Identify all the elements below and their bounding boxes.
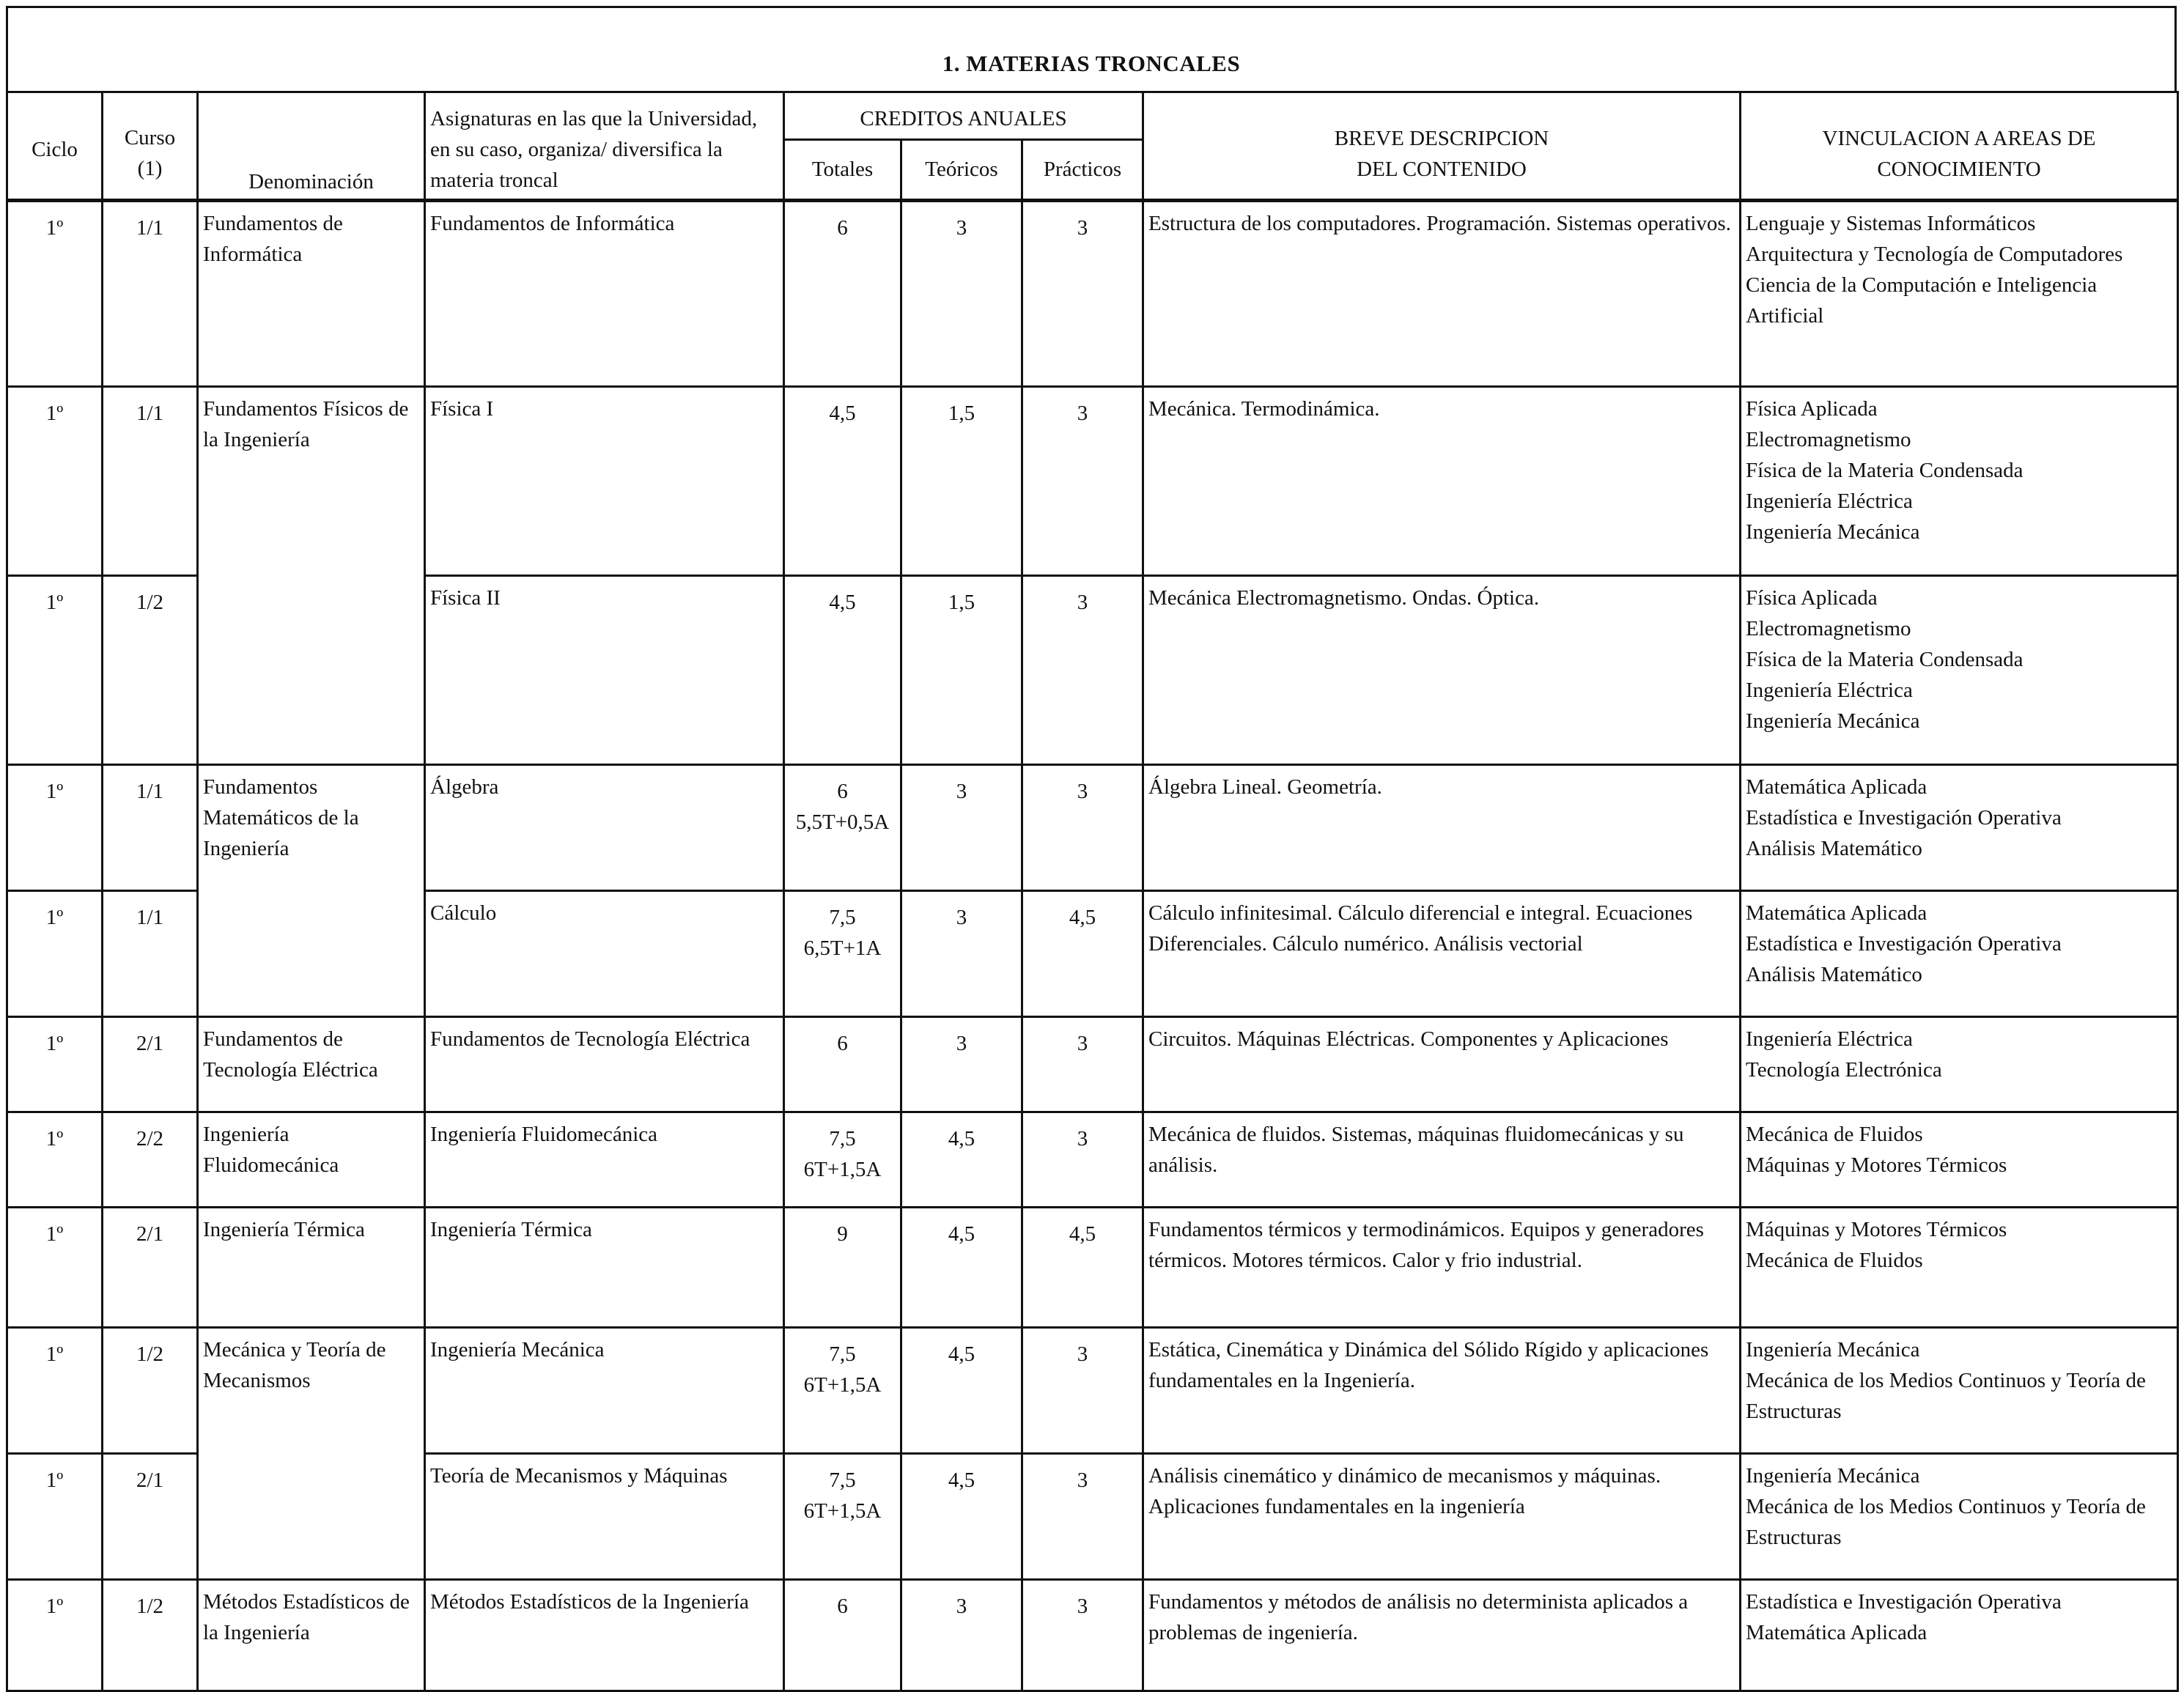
cell-teoricos: 4,5 — [901, 1112, 1022, 1208]
cell-curso: 1/1 — [103, 201, 198, 387]
cell-totales — [784, 1208, 901, 1328]
header-descripcion — [1143, 92, 1741, 201]
cell-teoricos: 3 — [901, 201, 1022, 387]
cell-curso: 1/2 — [103, 1328, 198, 1454]
area-item: Ingeniería Mecánica — [1746, 520, 1920, 544]
area-item: Matemática Aplicada — [1746, 1621, 1927, 1644]
totales-value: 7,5 — [829, 906, 856, 929]
cell-totales — [784, 1580, 901, 1691]
area-item: Máquinas y Motores Térmicos — [1746, 1218, 2007, 1241]
cell-practicos: 3 — [1022, 1328, 1143, 1454]
cell-descripcion: Circuitos. Máquinas Eléctricas. Componentes y Aplicaciones — [1143, 1017, 1741, 1112]
totales-detail: 6,5T+1A — [803, 936, 882, 960]
cell-descripcion: Fundamentos térmicos y termodinámicos. Equipos y generadores térmicos. Motores térmicos. Calor y frio industrial. — [1143, 1208, 1741, 1328]
area-item: Física Aplicada — [1746, 397, 1878, 421]
cell-teoricos: 3 — [901, 1580, 1022, 1691]
table-row — [7, 1017, 2178, 1112]
cell-practicos: 3 — [1022, 1580, 1143, 1691]
totales-value: 7,5 — [829, 1469, 856, 1492]
table-row — [7, 201, 2178, 387]
cell-practicos: 3 — [1022, 1017, 1143, 1112]
cell-ciclo: 1º — [7, 891, 103, 1017]
header-ciclo: Ciclo — [7, 92, 103, 201]
area-item: Estadística e Investigación Operativa — [1746, 932, 2062, 956]
cell-totales — [784, 1017, 901, 1112]
cell-denominacion: Ingeniería Térmica — [198, 1208, 425, 1328]
table-row — [7, 1208, 2178, 1328]
area-item: Electromagnetismo — [1746, 428, 1911, 451]
cell-teoricos: 1,5 — [901, 576, 1022, 765]
header-teoricos: Teóricos — [901, 139, 1022, 200]
cell-asignatura: Teoría de Mecanismos y Máquinas — [425, 1454, 784, 1580]
cell-totales — [784, 1328, 901, 1454]
table-row — [7, 387, 2178, 576]
header-curso-note: (1) — [137, 157, 163, 180]
cell-curso: 1/1 — [103, 765, 198, 891]
cell-asignatura: Ingeniería Mecánica — [425, 1328, 784, 1454]
cell-totales — [784, 201, 901, 387]
cell-teoricos: 1,5 — [901, 387, 1022, 576]
cell-teoricos: 3 — [901, 891, 1022, 1017]
area-item: Ingeniería Eléctrica — [1746, 679, 1913, 702]
totales-detail: 6T+1,5A — [803, 1373, 882, 1397]
cell-areas — [1741, 1208, 2178, 1328]
area-item: Matemática Aplicada — [1746, 901, 1927, 925]
cell-totales — [784, 765, 901, 891]
cell-ciclo: 1º — [7, 576, 103, 765]
totales-detail: 5,5T+0,5A — [795, 810, 890, 834]
cell-practicos: 4,5 — [1022, 1208, 1143, 1328]
cell-areas — [1741, 1454, 2178, 1580]
area-item: Ingeniería Mecánica — [1746, 1338, 1920, 1362]
cell-asignatura: Física II — [425, 576, 784, 765]
cell-descripcion: Fundamentos y métodos de análisis no determinista aplicados a problemas de ingeniería. — [1143, 1580, 1741, 1691]
area-item: Análisis Matemático — [1746, 963, 1922, 986]
cell-denominacion: Fundamentos de Informática — [198, 201, 425, 387]
table-row — [7, 1328, 2178, 1454]
cell-totales — [784, 891, 901, 1017]
header-curso — [103, 92, 198, 201]
cell-teoricos: 3 — [901, 1017, 1022, 1112]
cell-curso: 1/2 — [103, 576, 198, 765]
header-asignaturas: Asignaturas en las que la Universidad, en su caso, organiza/ diversifica la materia troncal — [425, 92, 784, 201]
totales-detail: 6T+1,5A — [803, 1499, 882, 1523]
cell-areas — [1741, 201, 2178, 387]
cell-practicos: 4,5 — [1022, 891, 1143, 1017]
cell-ciclo: 1º — [7, 387, 103, 576]
cell-ciclo: 1º — [7, 1580, 103, 1691]
cell-practicos: 3 — [1022, 201, 1143, 387]
cell-curso: 1/1 — [103, 387, 198, 576]
area-item: Análisis Matemático — [1746, 837, 1922, 860]
cell-curso: 2/2 — [103, 1112, 198, 1208]
cell-areas — [1741, 891, 2178, 1017]
cell-curso: 1/1 — [103, 891, 198, 1017]
cell-ciclo: 1º — [7, 1208, 103, 1328]
cell-teoricos: 4,5 — [901, 1454, 1022, 1580]
cell-totales — [784, 1112, 901, 1208]
cell-curso: 2/1 — [103, 1208, 198, 1328]
cell-denominacion: Métodos Estadísticos de la Ingeniería — [198, 1580, 425, 1691]
materias-table — [6, 91, 2179, 1692]
totales-value: 4,5 — [829, 591, 856, 614]
header-descripcion-line1: BREVE DESCRIPCION — [1334, 127, 1549, 150]
cell-practicos: 3 — [1022, 576, 1143, 765]
cell-denominacion: Fundamentos Físicos de la Ingeniería — [198, 387, 425, 765]
header-creditos: CREDITOS ANUALES — [784, 92, 1143, 140]
table-row — [7, 1112, 2178, 1208]
cell-teoricos: 4,5 — [901, 1328, 1022, 1454]
cell-practicos: 3 — [1022, 765, 1143, 891]
cell-asignatura: Ingeniería Fluidomecánica — [425, 1112, 784, 1208]
cell-asignatura: Cálculo — [425, 891, 784, 1017]
table-row — [7, 1580, 2178, 1691]
cell-curso: 2/1 — [103, 1017, 198, 1112]
area-item: Arquitectura y Tecnología de Computadores — [1746, 243, 2123, 266]
cell-asignatura: Álgebra — [425, 765, 784, 891]
area-item: Estadística e Investigación Operativa — [1746, 806, 2062, 830]
cell-practicos: 3 — [1022, 1454, 1143, 1580]
totales-detail: 6T+1,5A — [803, 1158, 882, 1181]
area-item: Mecánica de Fluidos — [1746, 1249, 1923, 1272]
cell-teoricos: 4,5 — [901, 1208, 1022, 1328]
cell-areas — [1741, 1112, 2178, 1208]
totales-value: 4,5 — [829, 402, 856, 425]
cell-curso: 1/2 — [103, 1580, 198, 1691]
cell-descripcion: Mecánica. Termodinámica. — [1143, 387, 1741, 576]
area-item: Lenguaje y Sistemas Informáticos — [1746, 212, 2036, 235]
table-row — [7, 765, 2178, 891]
cell-ciclo: 1º — [7, 201, 103, 387]
cell-asignatura: Fundamentos de Tecnología Eléctrica — [425, 1017, 784, 1112]
area-item: Máquinas y Motores Térmicos — [1746, 1153, 2007, 1177]
area-item: Física de la Materia Condensada — [1746, 648, 2023, 671]
cell-descripcion: Mecánica de fluidos. Sistemas, máquinas fluidomecánicas y su análisis. — [1143, 1112, 1741, 1208]
area-item: Ingeniería Mecánica — [1746, 709, 1920, 733]
header-totales: Totales — [784, 139, 901, 200]
cell-descripcion: Estática, Cinemática y Dinámica del Sólido Rígido y aplicaciones fundamentales en la Ingeniería. — [1143, 1328, 1741, 1454]
document-sheet — [6, 6, 2177, 1684]
area-item: Mecánica de los Medios Continuos y Teoría de Estructuras — [1746, 1495, 2146, 1549]
header-descripcion-line2: DEL CONTENIDO — [1357, 158, 1527, 181]
totales-value: 9 — [837, 1222, 848, 1246]
area-item: Matemática Aplicada — [1746, 775, 1927, 799]
totales-value: 6 — [837, 216, 848, 240]
cell-areas — [1741, 1580, 2178, 1691]
cell-denominacion: Fundamentos Matemáticos de la Ingeniería — [198, 765, 425, 1017]
cell-totales — [784, 576, 901, 765]
area-item: Ingeniería Eléctrica — [1746, 1027, 1913, 1051]
page-title: 1. MATERIAS TRONCALES — [942, 51, 1241, 76]
header-denominacion: Denominación — [198, 92, 425, 201]
header-practicos: Prácticos — [1022, 139, 1143, 200]
totales-value: 6 — [837, 1032, 848, 1055]
cell-totales — [784, 387, 901, 576]
header-vinculacion-line1: VINCULACION A AREAS DE — [1822, 127, 2096, 150]
cell-ciclo: 1º — [7, 1454, 103, 1580]
area-item: Ciencia de la Computación e Inteligencia Artificial — [1746, 273, 2098, 328]
cell-asignatura: Métodos Estadísticos de la Ingeniería — [425, 1580, 784, 1691]
cell-denominacion: Fundamentos de Tecnología Eléctrica — [198, 1017, 425, 1112]
cell-areas — [1741, 1017, 2178, 1112]
cell-curso: 2/1 — [103, 1454, 198, 1580]
header-vinculacion — [1741, 92, 2178, 201]
cell-denominacion: Mecánica y Teoría de Mecanismos — [198, 1328, 425, 1580]
cell-ciclo: 1º — [7, 1112, 103, 1208]
cell-asignatura: Fundamentos de Informática — [425, 201, 784, 387]
totales-value: 7,5 — [829, 1342, 856, 1366]
area-item: Física de la Materia Condensada — [1746, 459, 2023, 482]
area-item: Ingeniería Mecánica — [1746, 1464, 1920, 1488]
area-item: Estadística e Investigación Operativa — [1746, 1590, 2062, 1614]
totales-value: 7,5 — [829, 1127, 856, 1150]
area-item: Física Aplicada — [1746, 586, 1878, 610]
cell-descripcion: Estructura de los computadores. Programación. Sistemas operativos. — [1143, 201, 1741, 387]
cell-areas — [1741, 387, 2178, 576]
area-item: Electromagnetismo — [1746, 617, 1911, 640]
area-item: Mecánica de los Medios Continuos y Teoría de Estructuras — [1746, 1369, 2146, 1423]
cell-asignatura: Ingeniería Térmica — [425, 1208, 784, 1328]
area-item: Mecánica de Fluidos — [1746, 1123, 1923, 1146]
cell-practicos: 3 — [1022, 1112, 1143, 1208]
cell-ciclo: 1º — [7, 765, 103, 891]
cell-ciclo: 1º — [7, 1017, 103, 1112]
cell-descripcion: Álgebra Lineal. Geometría. — [1143, 765, 1741, 891]
cell-areas — [1741, 1328, 2178, 1454]
totales-value: 6 — [837, 1595, 848, 1618]
cell-descripcion: Mecánica Electromagnetismo. Ondas. Óptica. — [1143, 576, 1741, 765]
cell-denominacion: Ingeniería Fluidomecánica — [198, 1112, 425, 1208]
header-vinculacion-line2: CONOCIMIENTO — [1877, 158, 2041, 181]
cell-areas — [1741, 576, 2178, 765]
totales-value: 6 — [837, 780, 848, 803]
cell-descripcion: Análisis cinemático y dinámico de mecanismos y máquinas. Aplicaciones fundamentales en la ingeniería — [1143, 1454, 1741, 1580]
cell-totales — [784, 1454, 901, 1580]
area-item: Tecnología Electrónica — [1746, 1058, 1942, 1082]
cell-asignatura: Física I — [425, 387, 784, 576]
cell-areas — [1741, 765, 2178, 891]
cell-descripcion: Cálculo infinitesimal. Cálculo diferencial e integral. Ecuaciones Diferenciales. Cálculo numérico. Análisis vectorial — [1143, 891, 1741, 1017]
area-item: Ingeniería Eléctrica — [1746, 490, 1913, 513]
header-curso-label: Curso — [124, 126, 176, 149]
cell-ciclo: 1º — [7, 1328, 103, 1454]
title-box — [6, 6, 2177, 91]
cell-practicos: 3 — [1022, 387, 1143, 576]
cell-teoricos: 3 — [901, 765, 1022, 891]
